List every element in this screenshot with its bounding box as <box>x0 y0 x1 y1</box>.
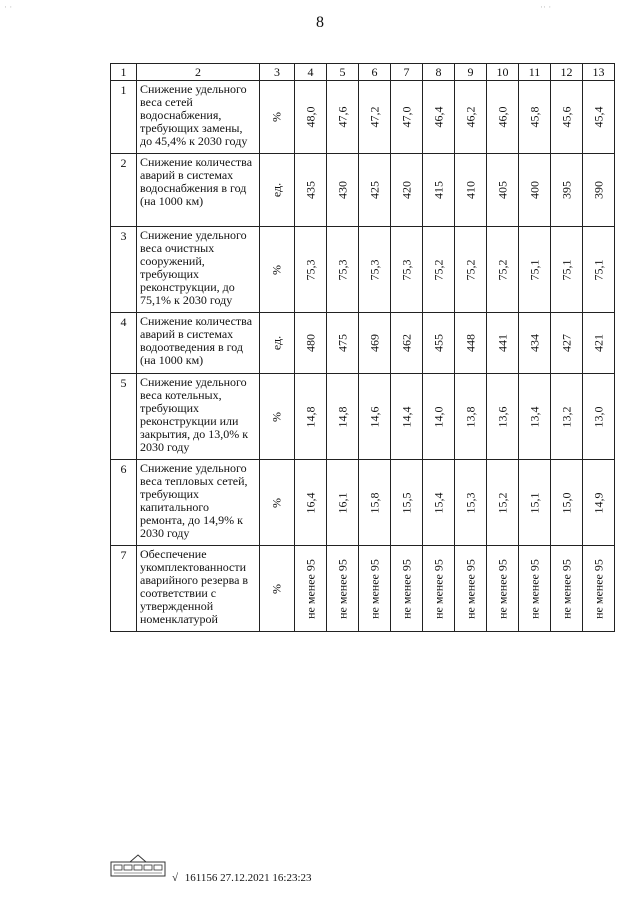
value-cell <box>359 313 391 374</box>
registration-number: 161156 <box>184 872 218 884</box>
value-text: 14,9 <box>591 492 605 513</box>
value-cell <box>551 227 583 313</box>
value-text: 434 <box>527 334 541 352</box>
row-number: 5 <box>111 374 137 460</box>
value-text: 390 <box>591 181 605 199</box>
value-text: 475 <box>335 334 349 352</box>
value-cell <box>327 227 359 313</box>
value-cell <box>295 227 327 313</box>
value-cell <box>487 227 519 313</box>
value-cell <box>359 374 391 460</box>
unit-cell <box>260 460 295 546</box>
value-text: 435 <box>303 181 317 199</box>
registration-datetime: 27.12.2021 16:23:23 <box>220 872 312 884</box>
value-text: 45,8 <box>527 106 541 128</box>
unit-cell <box>260 546 295 632</box>
header-cell: 1 <box>111 64 137 81</box>
header-cell: 4 <box>295 64 327 81</box>
header-cell: 3 <box>260 64 295 81</box>
header-cell: 8 <box>423 64 455 81</box>
value-cell <box>295 374 327 460</box>
indicator-description: Снижение удельного веса котельных, требующих реконструкции или закрытия, до 13,0% к 2030 году <box>137 374 260 460</box>
value-text: 47,2 <box>367 106 381 128</box>
value-text: 15,8 <box>367 492 381 513</box>
value-text: 430 <box>335 181 349 199</box>
value-text: 75,3 <box>335 259 349 280</box>
unit-label: % <box>269 583 284 594</box>
value-cell <box>391 81 423 154</box>
value-text: 400 <box>527 181 541 199</box>
value-cell <box>455 460 487 546</box>
value-cell <box>423 374 455 460</box>
indicator-description: Обеспечение укомплектованности аварийного резерва в соответствии с утвержденной номенклатурой <box>137 546 260 632</box>
indicator-description: Снижение количества аварий в системах водоотведения в год (на 1000 км) <box>137 313 260 374</box>
value-cell <box>519 154 551 227</box>
value-text: 75,1 <box>559 259 573 280</box>
header-cell: 10 <box>487 64 519 81</box>
value-cell <box>551 460 583 546</box>
value-text: 75,1 <box>527 259 541 280</box>
value-cell <box>423 460 455 546</box>
value-text: не менее 95 <box>367 558 381 619</box>
value-text: 14,6 <box>367 406 381 427</box>
document-footer <box>110 852 370 892</box>
table-row <box>111 546 615 632</box>
value-cell <box>519 546 551 632</box>
page-number: 8 <box>316 14 324 31</box>
value-text: 75,3 <box>367 259 381 280</box>
value-cell <box>583 81 615 154</box>
value-cell <box>455 81 487 154</box>
unit-cell <box>260 227 295 313</box>
value-text: 75,3 <box>303 259 317 280</box>
value-text: не менее 95 <box>495 558 509 619</box>
value-cell <box>583 374 615 460</box>
value-text: 441 <box>495 334 509 352</box>
unit-label: % <box>269 497 284 508</box>
header-cell: 13 <box>583 64 615 81</box>
value-text: 15,2 <box>495 492 509 513</box>
value-cell <box>295 154 327 227</box>
value-text: 14,8 <box>303 406 317 427</box>
value-text: 421 <box>591 334 605 352</box>
value-text: 16,4 <box>303 492 317 513</box>
value-text: 14,8 <box>335 406 349 427</box>
header-cell: 7 <box>391 64 423 81</box>
table-row <box>111 460 615 546</box>
value-cell <box>295 546 327 632</box>
value-text: 46,0 <box>495 106 509 128</box>
value-text: не менее 95 <box>303 558 317 619</box>
value-text: 47,6 <box>335 106 349 128</box>
value-cell <box>551 81 583 154</box>
value-cell <box>487 460 519 546</box>
value-text: 46,2 <box>463 106 477 128</box>
value-cell <box>391 460 423 546</box>
indicator-description: Снижение удельного веса сетей водоснабжения, требующих замены, до 45,4% к 2030 году <box>137 81 260 154</box>
table-row <box>111 154 615 227</box>
value-cell <box>359 460 391 546</box>
value-text: не менее 95 <box>335 558 349 619</box>
value-text: 480 <box>303 334 317 352</box>
value-cell <box>391 227 423 313</box>
value-cell <box>327 154 359 227</box>
value-cell <box>519 374 551 460</box>
table-row <box>111 81 615 154</box>
value-text: 13,6 <box>495 406 509 427</box>
value-cell <box>391 546 423 632</box>
value-cell <box>327 81 359 154</box>
value-cell <box>487 313 519 374</box>
row-number: 7 <box>111 546 137 632</box>
value-cell <box>519 313 551 374</box>
value-text: 75,2 <box>495 259 509 280</box>
value-cell <box>583 460 615 546</box>
scan-artifact: · · <box>4 2 13 12</box>
value-cell <box>423 546 455 632</box>
unit-label: % <box>269 411 284 422</box>
value-cell <box>551 313 583 374</box>
value-cell <box>391 313 423 374</box>
value-text: 15,3 <box>463 492 477 513</box>
value-cell <box>327 460 359 546</box>
value-cell <box>519 460 551 546</box>
value-text: не менее 95 <box>591 558 605 619</box>
value-text: 15,0 <box>559 492 573 513</box>
unit-label: % <box>269 112 284 122</box>
value-text: 395 <box>559 181 573 199</box>
value-text: не менее 95 <box>399 558 413 619</box>
value-cell <box>551 374 583 460</box>
registration-stamp-icon <box>110 852 168 878</box>
value-cell <box>423 227 455 313</box>
unit-label: ед. <box>269 182 284 198</box>
header-cell: 5 <box>327 64 359 81</box>
value-text: 462 <box>399 334 413 352</box>
value-text: 13,0 <box>591 406 605 427</box>
value-text: 75,3 <box>399 259 413 280</box>
value-cell <box>487 546 519 632</box>
value-cell <box>455 154 487 227</box>
row-number: 3 <box>111 227 137 313</box>
value-cell <box>359 227 391 313</box>
value-text: не менее 95 <box>431 558 445 619</box>
value-cell <box>295 81 327 154</box>
table-row <box>111 313 615 374</box>
indicator-description: Снижение удельного веса очистных сооружений, требующих реконструкции, до 75,1% к 2030 году <box>137 227 260 313</box>
indicator-description: Снижение количества аварий в системах водоснабжения в год (на 1000 км) <box>137 154 260 227</box>
value-text: 15,5 <box>399 492 413 513</box>
value-text: 46,4 <box>431 106 445 128</box>
unit-cell <box>260 313 295 374</box>
value-cell <box>551 154 583 227</box>
value-text: 75,2 <box>431 259 445 280</box>
value-text: 420 <box>399 181 413 199</box>
value-text: 15,4 <box>431 492 445 513</box>
unit-label: % <box>269 264 284 275</box>
value-cell <box>423 313 455 374</box>
value-cell <box>583 227 615 313</box>
value-cell <box>423 154 455 227</box>
value-cell <box>487 374 519 460</box>
table-row <box>111 227 615 313</box>
value-text: 48,0 <box>303 106 317 128</box>
table-row <box>111 374 615 460</box>
value-text: 415 <box>431 181 445 199</box>
value-cell <box>455 374 487 460</box>
unit-cell <box>260 154 295 227</box>
value-cell <box>583 154 615 227</box>
row-number: 6 <box>111 460 137 546</box>
value-text: 45,4 <box>591 106 605 128</box>
value-cell <box>391 154 423 227</box>
value-text: 13,4 <box>527 406 541 427</box>
value-text: 410 <box>463 181 477 199</box>
value-cell <box>455 313 487 374</box>
header-cell: 2 <box>137 64 260 81</box>
value-text: 425 <box>367 181 381 199</box>
unit-cell <box>260 374 295 460</box>
value-text: 405 <box>495 181 509 199</box>
value-text: 427 <box>559 334 573 352</box>
value-text: не менее 95 <box>463 558 477 619</box>
value-cell <box>519 227 551 313</box>
registration-info <box>172 872 312 884</box>
row-number: 2 <box>111 154 137 227</box>
value-cell <box>327 546 359 632</box>
value-text: 469 <box>367 334 381 352</box>
header-cell: 6 <box>359 64 391 81</box>
indicators-table <box>110 63 615 632</box>
value-text: 47,0 <box>399 106 413 128</box>
value-cell <box>551 546 583 632</box>
value-text: 75,2 <box>463 259 477 280</box>
row-number: 4 <box>111 313 137 374</box>
value-text: не менее 95 <box>559 558 573 619</box>
scan-artifact: ·· · <box>540 2 552 12</box>
value-text: 45,6 <box>559 106 573 128</box>
value-cell <box>583 546 615 632</box>
indicator-description: Снижение удельного веса тепловых сетей, требующих капитального ремонта, до 14,9% к 2030 году <box>137 460 260 546</box>
header-cell: 11 <box>519 64 551 81</box>
value-text: 14,0 <box>431 406 445 427</box>
value-cell <box>295 460 327 546</box>
value-cell <box>391 374 423 460</box>
value-cell <box>327 374 359 460</box>
value-cell <box>455 227 487 313</box>
value-text: не менее 95 <box>527 558 541 619</box>
header-cell: 12 <box>551 64 583 81</box>
value-cell <box>487 154 519 227</box>
value-cell <box>359 81 391 154</box>
registration-mark-icon: √ <box>172 872 179 884</box>
value-cell <box>455 546 487 632</box>
value-cell <box>487 81 519 154</box>
value-text: 455 <box>431 334 445 352</box>
value-cell <box>423 81 455 154</box>
value-cell <box>327 313 359 374</box>
value-text: 14,4 <box>399 406 413 427</box>
value-text: 13,8 <box>463 406 477 427</box>
header-cell: 9 <box>455 64 487 81</box>
value-text: 16,1 <box>335 492 349 513</box>
value-cell <box>295 313 327 374</box>
header-row <box>111 64 615 81</box>
value-text: 448 <box>463 334 477 352</box>
unit-cell <box>260 81 295 154</box>
value-cell <box>359 546 391 632</box>
value-text: 13,2 <box>559 406 573 427</box>
value-text: 15,1 <box>527 492 541 513</box>
row-number: 1 <box>111 81 137 154</box>
value-text: 75,1 <box>591 259 605 280</box>
value-cell <box>519 81 551 154</box>
value-cell <box>583 313 615 374</box>
value-cell <box>359 154 391 227</box>
unit-label: ед. <box>269 335 284 351</box>
